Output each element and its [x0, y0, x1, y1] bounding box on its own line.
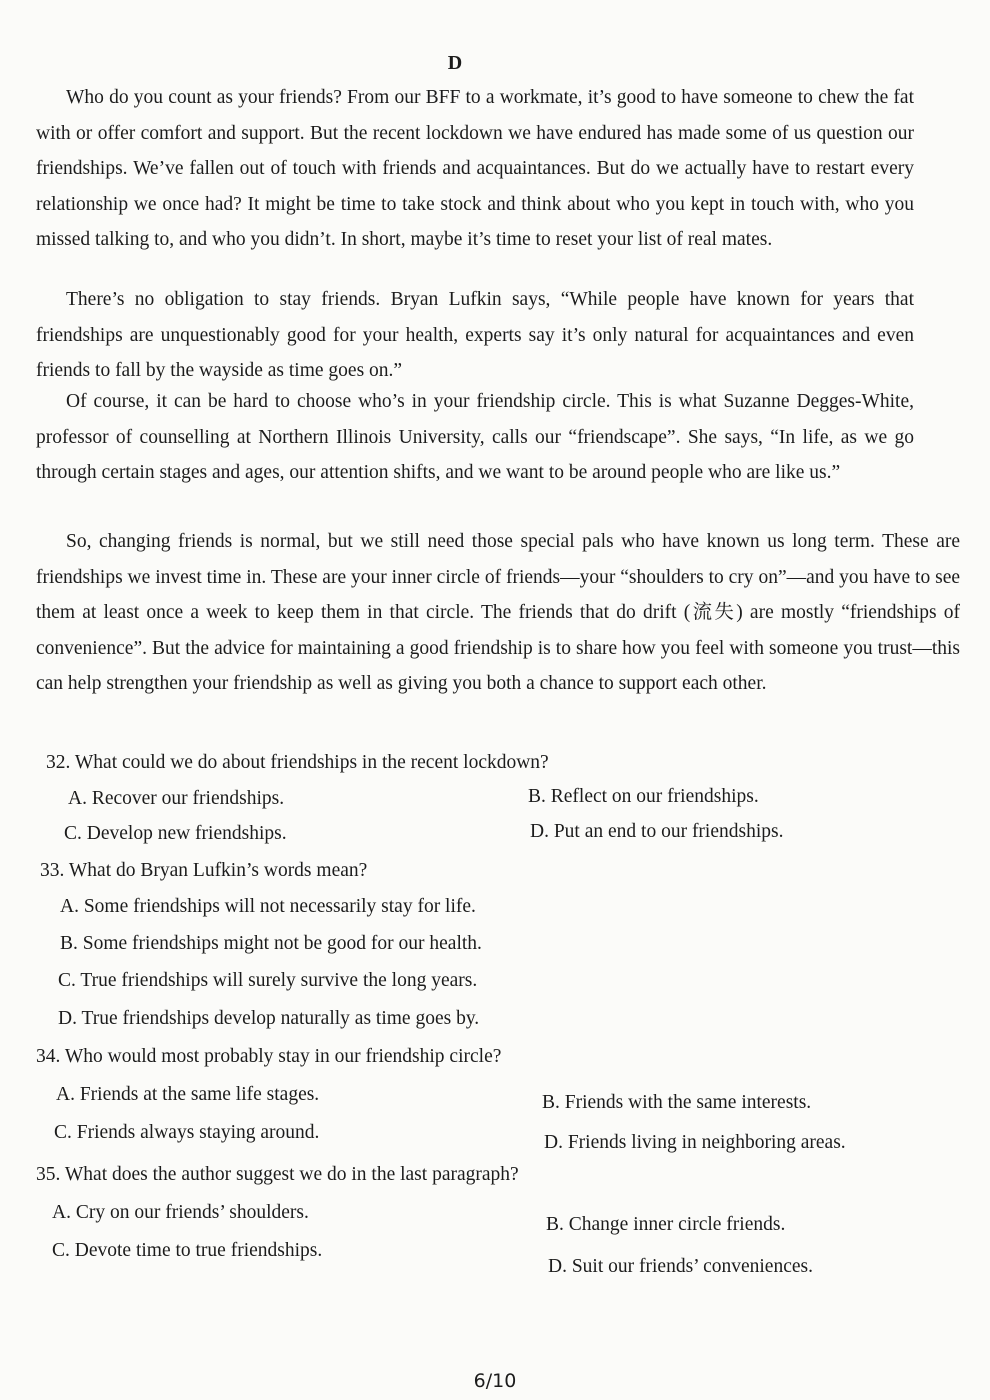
- section-title: D: [447, 52, 463, 74]
- question-33-option-d: D. True friendships develop naturally as time goes by.: [58, 1008, 480, 1029]
- passage-paragraph-1: Who do you count as your friends? From our BFF to a workmate, it’s good to have someone to chew the fat with or offer comfort and support. But the recent lockdown we have endured has made some of us question our friendships. We’ve fallen out of touch with friends and acquaintances. But do we actually have to restart every relationship we once had? It might be time to take stock and think about who you kept in touch with, who you missed talking to, and who you didn’t. In short, maybe it’s time to reset your list of real mates.: [36, 87, 914, 250]
- page-number: 6/10: [473, 1370, 517, 1392]
- question-35: 35. What does the author suggest we do in the last paragraph?: [36, 1164, 519, 1185]
- question-32-option-b: B. Reflect on our friendships.: [528, 786, 759, 807]
- question-32-option-d: D. Put an end to our friendships.: [530, 821, 784, 842]
- passage-paragraph-3: Of course, it can be hard to choose who’s in your friendship circle. This is what Suzanne Degges-White, professor of counselling at Northern Illinois University, calls our “friendscape”. She says, “In life, as we go through certain stages and ages, our attention shifts, and we want to be around people who are like us.”: [36, 391, 914, 483]
- question-34-option-b: B. Friends with the same interests.: [542, 1092, 812, 1113]
- question-32-option-a: A. Recover our friendships.: [68, 788, 285, 809]
- passage-paragraph-4: So, changing friends is normal, but we still need those special pals who have known us long term. These are friendships we invest time in. These are your inner circle of friends—your “shoulders to cry on”—and you have to see them at least once a week to keep them in that circle. The friends that do drift (流失) are mostly “friendships of convenience”. But the advice for maintaining a good friendship is to share how you feel with someone you trust—this can help strengthen your friendship as well as giving you both a chance to support each other.: [36, 531, 960, 694]
- question-33-option-c: C. True friendships will surely survive the long years.: [58, 970, 478, 991]
- question-35-option-c: C. Devote time to true friendships.: [52, 1240, 323, 1261]
- question-35-option-a: A. Cry on our friends’ shoulders.: [52, 1202, 309, 1223]
- question-32-option-c: C. Develop new friendships.: [64, 823, 287, 844]
- passage-paragraph-2: There’s no obligation to stay friends. Bryan Lufkin says, “While people have known for years that friendships are unquestionably good for your health, experts say it’s only natural for acquaintances and even friends to fall by the wayside as time goes on.”: [36, 289, 914, 381]
- question-35-option-b: B. Change inner circle friends.: [546, 1214, 786, 1235]
- question-33-option-a: A. Some friendships will not necessarily stay for life.: [60, 896, 476, 917]
- question-34-option-c: C. Friends always staying around.: [54, 1122, 320, 1143]
- question-35-option-d: D. Suit our friends’ conveniences.: [548, 1256, 813, 1277]
- question-33-option-b: B. Some friendships might not be good for our health.: [60, 933, 482, 954]
- question-33: 33. What do Bryan Lufkin’s words mean?: [40, 860, 368, 881]
- question-32: 32. What could we do about friendships in the recent lockdown?: [46, 752, 549, 773]
- question-34-option-d: D. Friends living in neighboring areas.: [544, 1132, 846, 1153]
- question-34: 34. Who would most probably stay in our friendship circle?: [36, 1046, 502, 1067]
- question-34-option-a: A. Friends at the same life stages.: [56, 1084, 320, 1105]
